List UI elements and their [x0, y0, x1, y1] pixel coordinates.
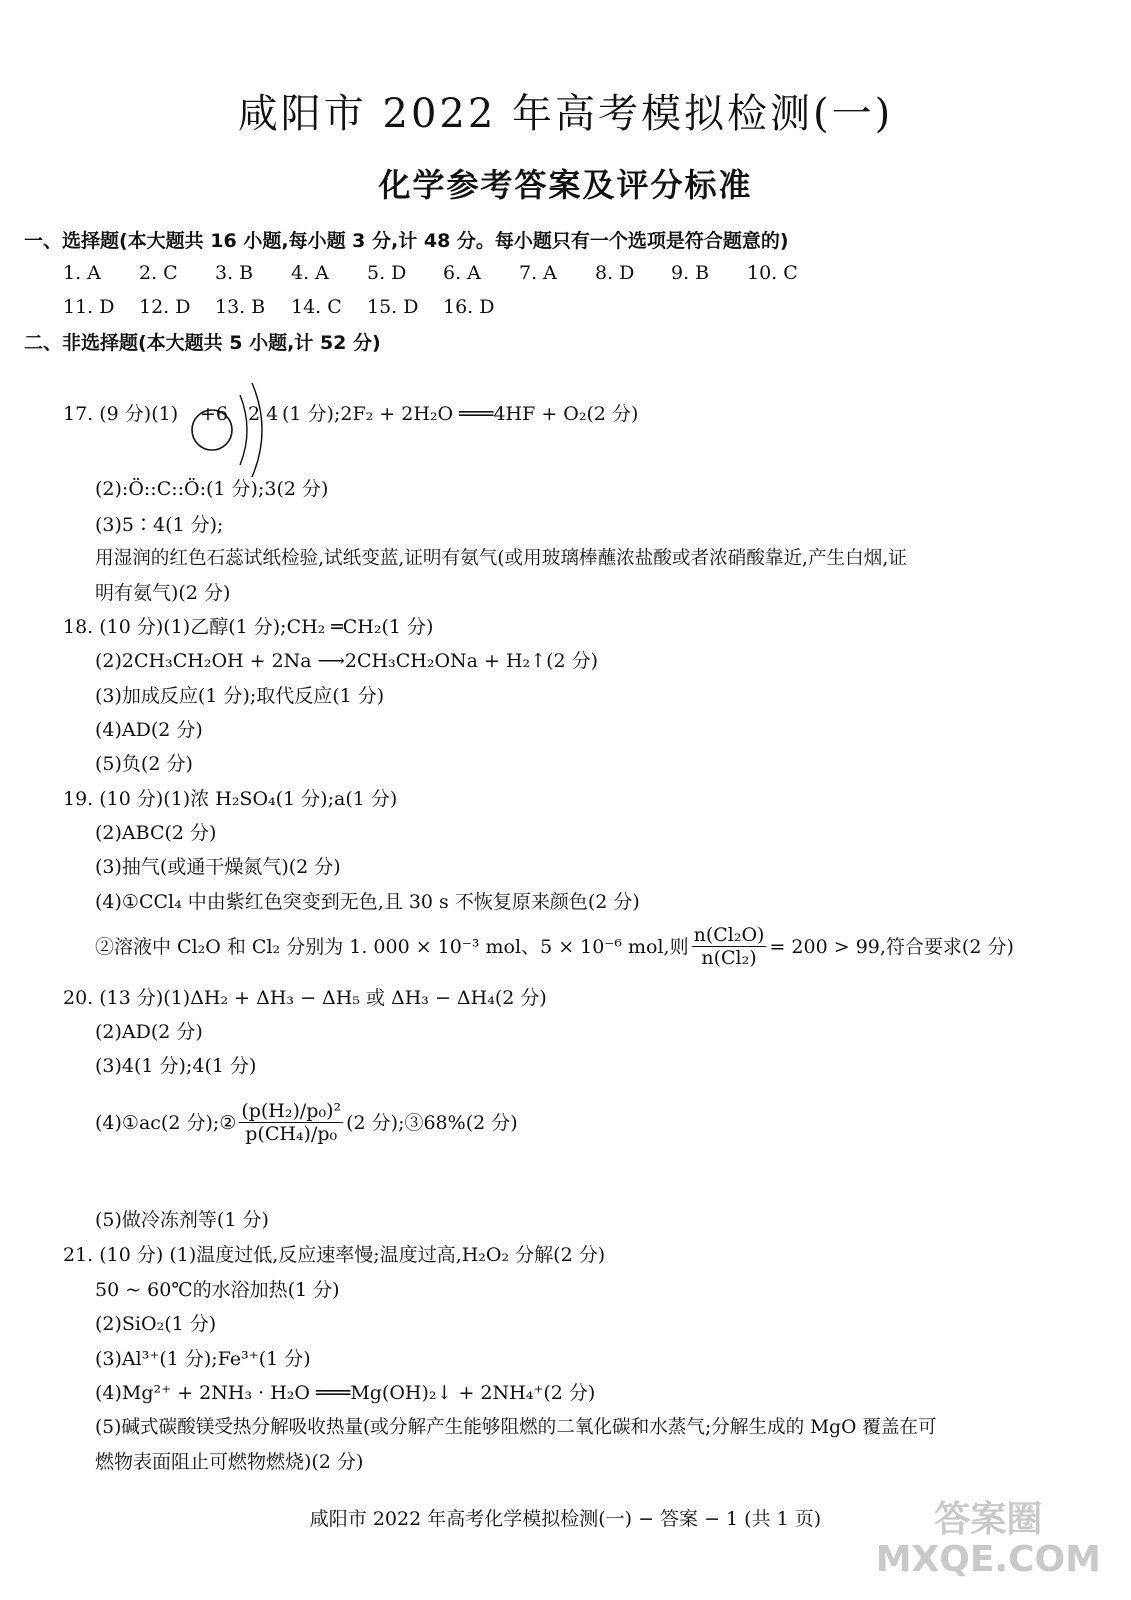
- q17-heading: 17. (9 分)(1): [63, 403, 179, 425]
- q21-part1-cont: 50 ~ 60℃的水浴加热(1 分): [95, 1279, 340, 1301]
- mc-answer: 10. C: [747, 262, 798, 284]
- mc-answers-row-2: [63, 296, 519, 318]
- mc-answer: 9. B: [671, 262, 710, 284]
- q21-part5: (5)碱式碳酸镁受热分解吸收热量(或分解产生能够阻燃的二氧化碳和水蒸气;分解生成的 MgO 覆盖在可: [95, 1417, 937, 1438]
- q17-part1-answer: (1 分);2F₂ + 2H₂O ═══4HF + O₂(2 分): [282, 403, 639, 425]
- mc-answer: 7. A: [519, 262, 557, 284]
- q20-part1: 20. (13 分)(1)ΔH₂ + ΔH₃ − ΔH₅ 或 ΔH₃ − ΔH₄(2 分): [63, 987, 547, 1009]
- q19-calc-result: = 200 > 99,符合要求(2 分): [769, 935, 1014, 958]
- section-2-heading: 二、非选择题(本大题共 5 小题,计 52 分): [24, 332, 381, 354]
- q19-part4-calc: [95, 924, 1014, 969]
- q19-part4: (4)①CCl₄ 中由紫红色突变到无色,且 30 s 不恢复原来颜色(2 分): [95, 891, 640, 913]
- fraction-numerator: (p(H₂)/p₀)²: [241, 1100, 342, 1122]
- q19-part3: (3)抽气(或通干燥氮气)(2 分): [95, 856, 341, 878]
- q20-part4: [95, 1100, 518, 1145]
- q18-part5: (5)负(2 分): [95, 753, 193, 775]
- mc-answer: 11. D: [63, 296, 115, 318]
- q20-part4-tail: (2 分);③68%(2 分): [346, 1111, 518, 1134]
- page-title: 咸阳市 2022 年高考模拟检测(一): [237, 91, 894, 137]
- q21-part1: 21. (10 分) (1)温度过低,反应速率慢;温度过高,H₂O₂ 分解(2 分): [63, 1244, 606, 1266]
- q18-part1: 18. (10 分)(1)乙醇(1 分);CH₂ ═CH₂(1 分): [63, 616, 434, 638]
- mc-answer: 3. B: [215, 262, 254, 284]
- q17-part3: (3)5∶4(1 分);: [95, 514, 224, 536]
- q20-part3: (3)4(1 分);4(1 分): [95, 1055, 257, 1077]
- page-subtitle: 化学参考答案及评分标准: [378, 166, 753, 204]
- q18-part3: (3)加成反应(1 分);取代反应(1 分): [95, 685, 385, 707]
- mc-answer: 12. D: [139, 296, 191, 318]
- q17-part3-text: 用湿润的红色石蕊试纸检验,试纸变蓝,证明有氨气(或用玻璃棒蘸浓盐酸或者浓硝酸靠近,产生白烟,证: [95, 548, 907, 569]
- q19-part2: (2)ABC(2 分): [95, 822, 217, 844]
- equilibrium-constant-fraction: [239, 1100, 343, 1145]
- mc-answer: 2. C: [139, 262, 178, 284]
- mc-answer: 6. A: [443, 262, 481, 284]
- page-footer: 咸阳市 2022 年高考化学模拟检测(一) − 答案 − 1 (共 1 页): [309, 1508, 822, 1530]
- q17-part2: (2):Ö::C::Ö:(1 分);3(2 分): [95, 478, 329, 500]
- mc-answer: 14. C: [291, 296, 342, 318]
- fraction-denominator: n(Cl₂): [701, 947, 757, 969]
- mc-answer: 1. A: [63, 262, 101, 284]
- mc-answer: 4. A: [291, 262, 329, 284]
- site-watermark: 答案圈 MXQE.COM: [875, 1499, 1101, 1580]
- q19-calc-text: ②溶液中 Cl₂O 和 Cl₂ 分别为 1. 000 × 10⁻³ mol、5 × 10⁻⁶ mol,则: [95, 935, 689, 958]
- q21-part4: (4)Mg²⁺ + 2NH₃ · H₂O ═══Mg(OH)₂↓ + 2NH₄⁺(2 分): [95, 1382, 596, 1404]
- atom-structure-diagram: [188, 375, 278, 485]
- fraction-numerator: n(Cl₂O): [693, 924, 765, 946]
- atom-shell-electrons: 2 4: [248, 403, 279, 425]
- q21-part3: (3)Al³⁺(1 分);Fe³⁺(1 分): [95, 1348, 311, 1370]
- mc-answer: 16. D: [443, 296, 495, 318]
- q18-part4: (4)AD(2 分): [95, 719, 203, 741]
- q17-part3-text-cont: 明有氨气)(2 分): [95, 582, 231, 604]
- q21-part5-cont: 燃物表面阻止可燃物燃烧)(2 分): [95, 1451, 364, 1473]
- q19-part1: 19. (10 分)(1)浓 H₂SO₄(1 分);a(1 分): [63, 788, 398, 810]
- section-1-heading: 一、选择题(本大题共 16 小题,每小题 3 分,计 48 分。每小题只有一个选项是符合题意的): [24, 230, 789, 252]
- q20-part4-text: (4)①ac(2 分);②: [95, 1111, 237, 1134]
- mc-answer: 8. D: [595, 262, 635, 284]
- mc-answer: 13. B: [215, 296, 266, 318]
- q18-part2: (2)2CH₃CH₂OH + 2Na ⟶2CH₃CH₂ONa + H₂↑(2 分): [95, 650, 599, 672]
- atom-nucleus-charge: +6: [199, 403, 228, 425]
- mc-answer: 5. D: [367, 262, 407, 284]
- q20-part5: (5)做冷冻剂等(1 分): [95, 1209, 269, 1231]
- cl2o-ratio-fraction: [692, 924, 767, 969]
- q21-part2: (2)SiO₂(1 分): [95, 1313, 217, 1335]
- mc-answers-row-1: [63, 262, 823, 284]
- mc-answer: 15. D: [367, 296, 419, 318]
- fraction-denominator: p(CH₄)/p₀: [245, 1123, 338, 1145]
- q20-part2: (2)AD(2 分): [95, 1021, 203, 1043]
